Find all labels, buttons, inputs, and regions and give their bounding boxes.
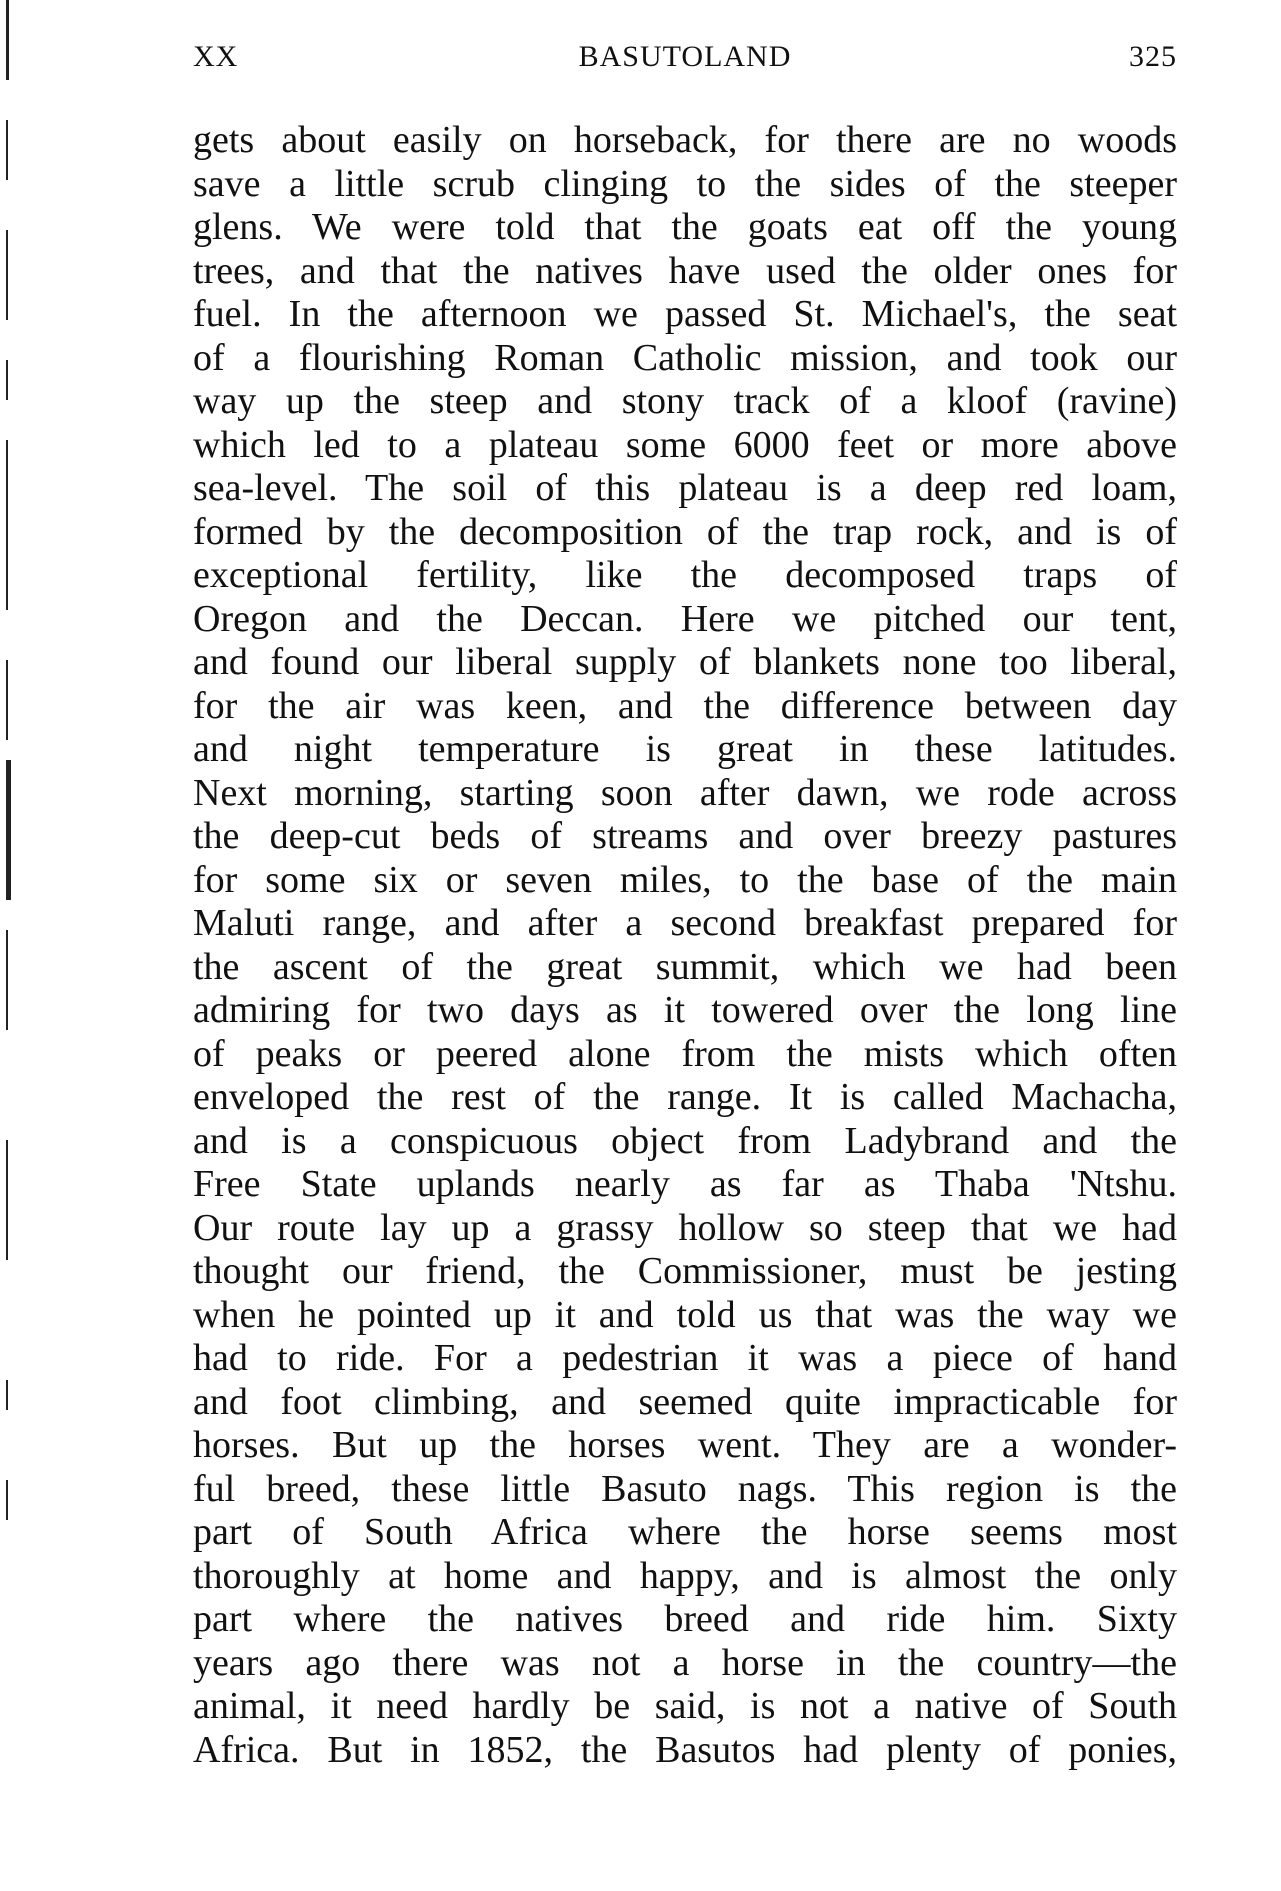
text-line: and night temperature is great in these latitudes.	[193, 728, 1177, 770]
text-line: animal, it need hardly be said, is not a native of South	[193, 1685, 1177, 1727]
binding-mark	[6, 660, 8, 740]
text-line: formed by the decomposition of the trap rock, and is of	[193, 510, 1177, 553]
text-line: Oregon and the Deccan. Here we pitched our tent,	[193, 597, 1177, 640]
text-line: ful breed, these little Basuto nags. This region is the	[193, 1467, 1177, 1510]
text-line: save a little scrub clinging to the sides of the steeper	[193, 162, 1177, 205]
text-line: of peaks or peered alone from the mists which often	[193, 1032, 1177, 1075]
text-line: thought our friend, the Commissioner, must be jesting	[193, 1250, 1177, 1292]
chapter-number: XX	[193, 40, 239, 73]
binding-edge	[0, 0, 18, 1891]
binding-mark	[6, 760, 11, 900]
text-line: when he pointed up it and told us that was the way we	[193, 1293, 1177, 1336]
text-line: thoroughly at home and happy, and is almost the only	[193, 1554, 1177, 1597]
text-line: way up the steep and stony track of a kloof (ravine)	[193, 380, 1177, 422]
text-line: and found our liberal supply of blankets none too liberal,	[193, 641, 1177, 683]
text-line: the ascent of the great summit, which we had been	[193, 945, 1177, 988]
running-title: BASUTOLAND	[578, 40, 792, 73]
text-line: for some six or seven miles, to the base of the main	[193, 858, 1177, 901]
text-line: trees, and that the natives have used the older ones for	[193, 249, 1177, 292]
text-line: Africa. But in 1852, the Basutos had plenty of ponies,	[193, 1728, 1177, 1771]
binding-mark	[6, 930, 8, 1030]
text-line: had to ride. For a pedestrian it was a piece of hand	[193, 1337, 1177, 1379]
binding-mark	[6, 1480, 8, 1520]
text-line: and foot climbing, and seemed quite impracticable for	[193, 1380, 1177, 1423]
page-number: 325	[1129, 40, 1177, 73]
binding-mark	[6, 0, 9, 80]
text-line: the deep-cut beds of streams and over breezy pastures	[193, 815, 1177, 857]
text-line: part of South Africa where the horse seems most	[193, 1511, 1177, 1553]
text-line: for the air was keen, and the difference between day	[193, 684, 1177, 727]
binding-mark	[6, 230, 8, 320]
running-head	[193, 40, 1177, 80]
text-line: of a flourishing Roman Catholic mission, and took our	[193, 336, 1177, 379]
page-body	[193, 119, 1177, 1772]
binding-mark	[6, 1140, 8, 1260]
binding-mark	[6, 360, 8, 400]
text-line: which led to a plateau some 6000 feet or more above	[193, 423, 1177, 466]
binding-mark	[6, 120, 8, 180]
text-line: gets about easily on horseback, for there are no woods	[193, 119, 1177, 161]
binding-mark	[6, 440, 8, 610]
text-line: Free State uplands nearly as far as Thaba 'Ntshu.	[193, 1163, 1177, 1205]
text-line: Maluti range, and after a second breakfast prepared for	[193, 902, 1177, 944]
text-line: part where the natives breed and ride him. Sixty	[193, 1598, 1177, 1640]
text-line: exceptional fertility, like the decomposed traps of	[193, 554, 1177, 596]
text-line: and is a conspicuous object from Ladybrand and the	[193, 1119, 1177, 1162]
text-line: admiring for two days as it towered over the long line	[193, 989, 1177, 1031]
binding-mark	[6, 1380, 8, 1410]
text-line: years ago there was not a horse in the country—the	[193, 1641, 1177, 1684]
text-line: enveloped the rest of the range. It is called Machacha,	[193, 1076, 1177, 1118]
text-line: horses. But up the horses went. They are a wonder-	[193, 1424, 1177, 1466]
text-line: Our route lay up a grassy hollow so steep that we had	[193, 1206, 1177, 1249]
text-line: glens. We were told that the goats eat off the young	[193, 206, 1177, 248]
text-line: sea-level. The soil of this plateau is a deep red loam,	[193, 467, 1177, 509]
text-line: fuel. In the afternoon we passed St. Michael's, the seat	[193, 293, 1177, 335]
text-line: Next morning, starting soon after dawn, we rode across	[193, 771, 1177, 814]
